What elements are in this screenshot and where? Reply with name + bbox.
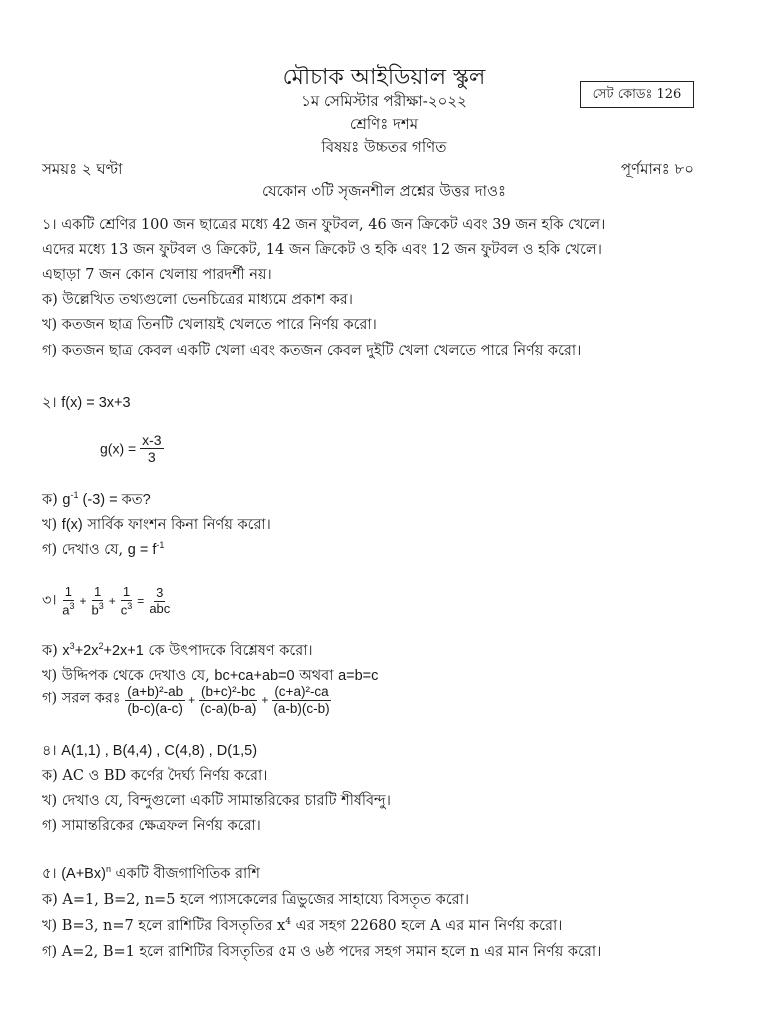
q3-part-c [42,684,332,716]
q3-a-text: কে উৎপাদকে বিশ্লেষণ করো। [143,643,313,659]
q3-b-var: b [91,602,99,618]
q2-a-sup: -1 [70,490,79,501]
q5-b-sup: 4 [285,917,291,928]
q3-c-den [119,601,135,618]
q3-a-sup-1: 3 [69,641,75,652]
q3-c-t1-den: (b-c)(a-c) [127,700,183,716]
q2-a-g: g [62,492,71,508]
q2-g-numerator: x-3 [142,432,162,448]
q3-a-den [60,601,76,618]
q3-rhs-den: abc [149,601,171,617]
q1-stem-line3: এছাড়া 7 জন কোন খেলায় পারদর্শী নয়। [42,267,272,283]
q2-c-sup: -1 [156,540,165,551]
q3-term-c [119,585,135,618]
q5-part-c: গ) A=2, B=1 হলে রাশিটির বিসতৃতির ৫ম ও ৬ষ্ঠ পদের সহগ সমান হলে n এর মান নির্ণয় করো। [42,944,602,960]
q3-rhs [147,586,172,617]
q5-expr: (A+Bx) [61,866,106,882]
class-label: শ্রেণিঃ দশম [349,115,419,133]
q3-b-math-2: a=b=c [338,668,379,684]
q3-c-term-3 [271,684,331,716]
q2-part-b [42,514,271,538]
q3-b-exp: 3 [98,600,104,611]
q2-b-label: খ) [42,517,62,533]
q3-b-label: খ) উদ্দিপক থেকে দেখাও যে, [42,668,215,684]
q5-stem [42,863,260,887]
q3-c-num: 1 [122,584,131,599]
q2-a-label: ক) [42,492,63,508]
q2-g-denominator: 3 [147,449,156,466]
q3-c-t3-num: (c+a)²-ca [274,684,329,699]
q3-plus-1: + [79,594,87,609]
q5-b-text-1: খ) B=3, n=7 হলে রাশিটির বিসতৃতির x [42,918,286,934]
q3-c-t2-num: (b+c)²-bc [201,684,256,699]
q3-a-math-2: +2x [74,643,99,659]
q2-part-a [42,489,151,513]
q3-c-term-1 [125,684,185,716]
q3-b-num: 1 [94,584,102,599]
q1-part-a: ক) উল্লেখিত তথ্যগুলো ভেনচিত্রের মাধ্যমে প্রকাশ কর। [42,292,353,308]
exam-title: ১ম সেমিস্টার পরীক্ষা-২০২২ [301,92,467,110]
q4-stem [42,740,257,764]
q3-c-var: c [120,602,128,618]
q5-part-a: ক) A=1, B=2, n=5 হলে প্যাসকেলের ত্রিভুজের সাহায্যে বিসতৃত করো। [42,892,470,908]
q3-stem [42,585,172,618]
q2-g-definition [100,432,164,465]
q5-part-b [42,915,562,939]
q1-stem-line2: এদের মধ্যে 13 জন ফুটবল ও ক্রিকেট, 14 জন ক্রিকেট ও হকি এবং 12 জন ফুটবল ও হকি খেলে। [42,242,602,258]
q4-part-c: গ) সামান্তরিকের ক্ষেত্রফল নির্ণয় করো। [42,818,261,834]
q3-b-math-1: bc+ca+ab=0 [214,668,295,684]
q3-b-den [90,601,106,618]
q3-c-plus-1: + [188,692,196,707]
q3-term-b [90,585,106,618]
set-code-box: সেট কোডঃ 126 [580,81,694,108]
q3-a-num: 1 [64,584,72,599]
instruction: যেকোন ৩টি সৃজনশীল প্রশ্নের উত্তর দাওঃ [261,182,507,200]
q3-b-mid: অথবা [294,668,339,684]
q1-stem-line1: ১। একটি শ্রেণির 100 জন ছাত্রের মধ্যে 42 জন ফুটবল, 46 জন ক্রিকেট এবং 39 জন হকি খেলে। [42,217,606,233]
q2-b-math: f(x) [61,517,83,533]
q2-g-lhs: g(x) = [100,440,137,457]
q2-part-c [42,539,164,563]
q3-c-label: গ) সরল করঃ [42,690,121,707]
q3-number: ৩। [42,592,57,609]
q3-c-t2-den: (c-a)(b-a) [200,700,257,716]
q3-a-math-1: x [62,643,70,659]
time-label: সময়ঃ ২ ঘণ্টা [42,160,123,178]
q3-c-plus-2: + [261,692,269,707]
q2-f-definition: f(x) = 3x+3 [61,395,131,411]
full-marks-label: পূর্ণমানঃ ৮০ [620,160,694,178]
q2-c-math: g = f [127,542,157,558]
school-name: মৌচাক আইডিয়াল স্কুল [282,65,486,90]
q1-part-c: গ) কতজন ছাত্র কেবল একটি খেলা এবং কতজন কেবল দুইটি খেলা খেলতে পারে নির্ণয় করো। [42,343,582,359]
q3-c-exp: 3 [127,600,133,611]
q2-c-label: গ) দেখাও যে, [42,542,128,558]
q3-a-label: ক) [42,643,63,659]
q3-a-var: a [62,602,70,618]
q2-b-text: সার্বিক ফাংশন কিনা নির্ণয় করো। [82,517,271,533]
q3-c-t1-num: (a+b)²-ab [127,684,184,699]
q5-expr-sup: n [105,864,111,875]
q4-number: ৪। [42,743,57,759]
q3-term-a [60,585,76,618]
q3-a-math-3: +2x+1 [103,643,144,659]
q2-g-fraction [140,432,163,465]
q3-a-sup-2: 2 [98,641,104,652]
q5-stem-text: একটি বীজগাণিতিক রাশি [110,866,260,882]
q3-c-t3-den: (a-b)(c-b) [273,700,330,716]
q1-part-b: খ) কতজন ছাত্র তিনটি খেলায়ই খেলতে পারে নির্ণয় করো। [42,317,377,333]
q3-c-term-2 [198,684,258,716]
q3-rhs-num: 3 [156,585,164,601]
q3-plus-2: + [108,594,116,609]
subject-label: বিষয়ঃ উচ্চতর গণিত [321,138,447,156]
q3-equals: = [137,594,145,609]
q4-part-b: খ) দেখাও যে, বিন্দুগুলো একটি সামান্তরিকের চারটি শীর্ষবিন্দু। [42,793,391,809]
q3-part-a [42,640,313,664]
q2-stem [42,392,131,416]
q5-number: ৫। [42,866,57,882]
q2-number: ২। [42,395,57,411]
q4-points: A(1,1) , B(4,4) , C(4,8) , D(1,5) [61,743,258,759]
q4-part-a: ক) AC ও BD কর্ণের দৈর্ঘ্য নির্ণয় করো। [42,768,268,784]
q3-a-exp: 3 [69,600,75,611]
q2-a-text: (-3) = কত? [78,492,151,508]
q5-b-text-2: এর সহগ 22680 হলে A এর মান নির্ণয় করো। [290,918,563,934]
